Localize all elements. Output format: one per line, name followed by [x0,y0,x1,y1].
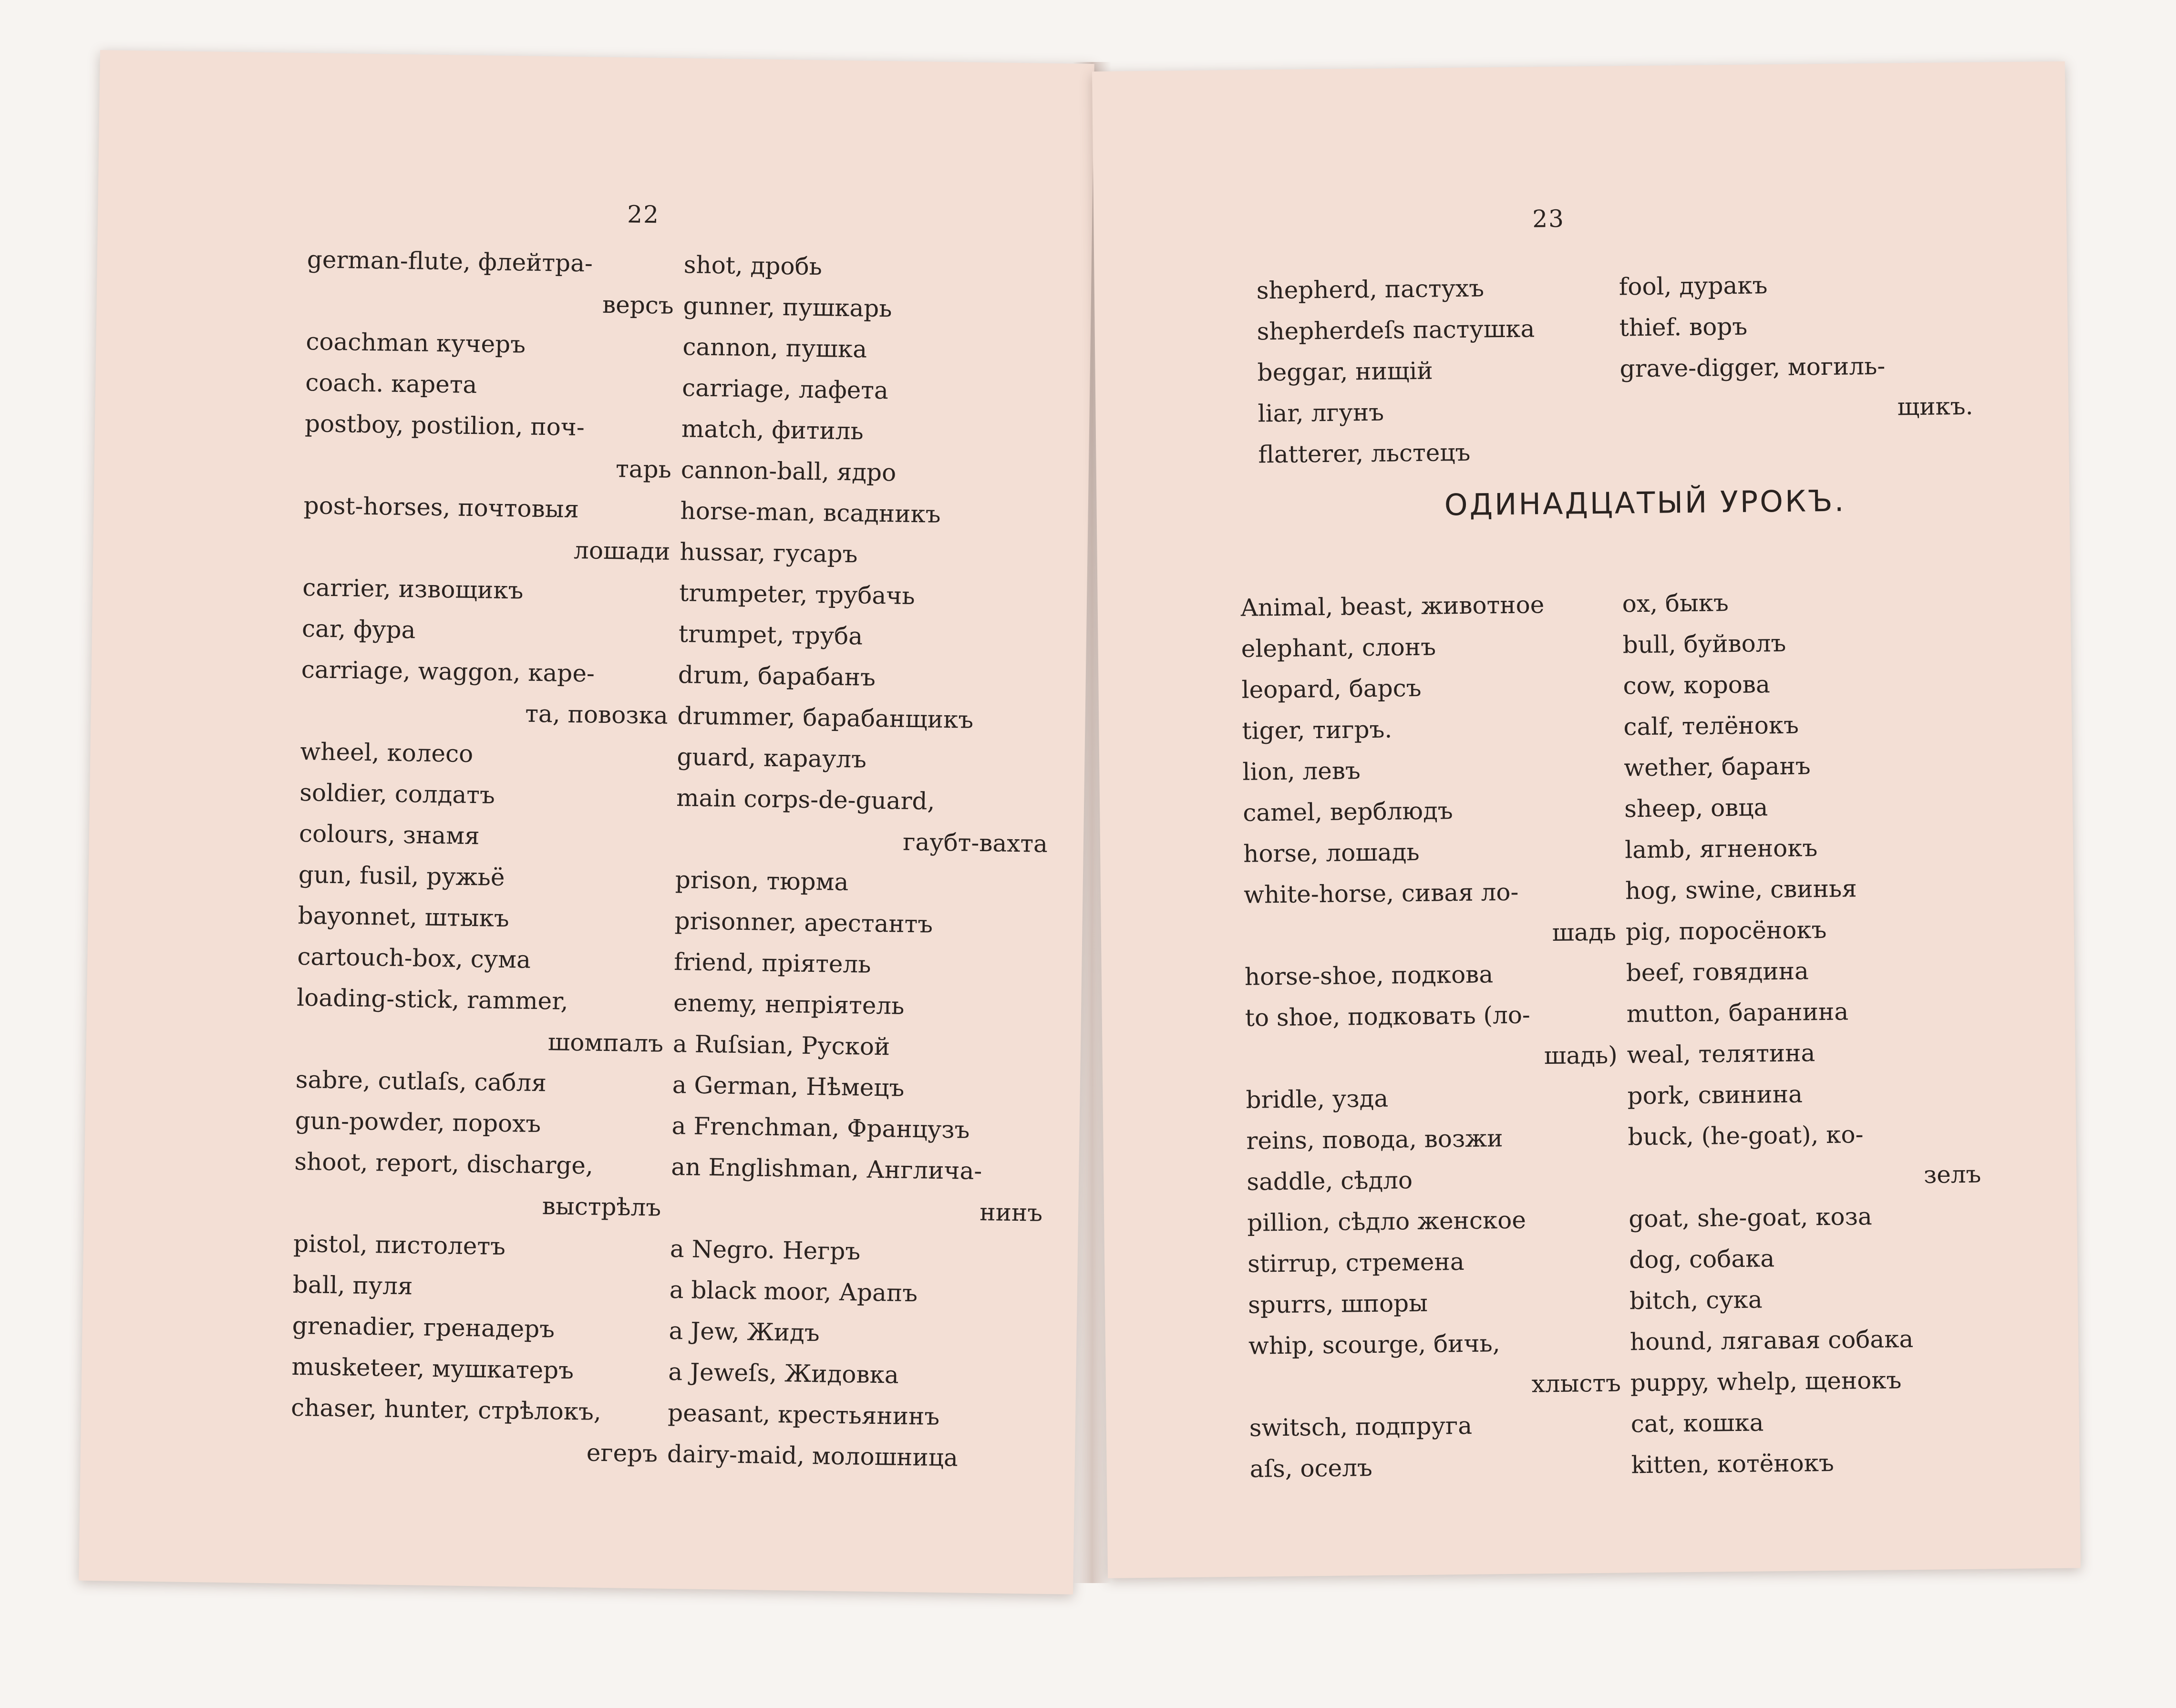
vocabulary-entry [1626,908,1979,953]
vocabulary-entry [1243,789,1615,833]
entry-text: gun, fusil, ружьё [298,860,505,892]
vocabulary-entry [297,936,665,982]
vocabulary-entry [1246,1117,1619,1162]
entry-text: grenadier, гренадеръ [292,1311,555,1343]
entry-text: cartouch-box, сума [297,942,531,974]
entry-text: saddle, сѣдло [1247,1166,1413,1196]
vocabulary-entry [1240,584,1613,628]
vocabulary-entry [295,1059,663,1105]
entry-continuation: лошади [573,536,670,566]
vocabulary-entry [292,1264,660,1310]
entry-text: a Negro. Негръ [670,1235,861,1266]
entry-text: buck, (he-goat), ко- [1628,1121,1864,1151]
entry-text: shot, дробь [683,251,823,281]
vocabulary-entry [1630,1359,1983,1404]
entry-text: prisonner, арестантъ [674,907,933,938]
entry-continuation: шадь) [1544,1041,1618,1070]
entry-continuation: нинъ [979,1198,1043,1227]
entry-text: hound, лягавая собака [1629,1325,1914,1356]
vocabulary-entry [1626,949,1979,994]
vocabulary-entry [1247,1199,1619,1244]
vocabulary-entry [1241,625,1613,669]
vocabulary-entry [298,854,666,900]
lesson-title: ОДИНАДЦАТЫЙ УРОКЪ. [1444,483,1846,523]
vocabulary-entry [678,654,1050,700]
entry-text: carrier, извощикъ [302,574,524,605]
vocabulary-entry [1627,1072,1980,1117]
entry-text: an Englishman, Англича- [671,1152,982,1185]
vocabulary-entry [1258,431,1611,475]
vocabulary-entry [679,572,1052,618]
vocabulary-entry [1248,1322,1621,1408]
entry-text: wheel, колесо [300,738,474,768]
vocabulary-entry [1248,1240,1620,1285]
entry-text: shepherd, пастухъ [1256,274,1485,305]
vocabulary-entry [668,1351,1041,1398]
vocabulary-entry [683,285,1055,331]
vocabulary-entry [672,1023,1045,1070]
entry-text: pork, свинина [1627,1080,1803,1110]
entry-continuation: щикъ. [1897,392,1973,421]
vocabulary-entry [681,449,1053,495]
vocabulary-entry [667,1433,1039,1480]
entry-continuation: версъ [602,290,674,319]
vocabulary-entry [1248,1281,1620,1326]
vocabulary-entry [1619,304,1972,349]
entry-text: whip, scourge, бичь, [1248,1329,1500,1360]
entry-text: bridle, узда [1246,1084,1389,1114]
vocabulary-entry [1242,707,1614,751]
vocabulary-entry [1242,748,1615,792]
entry-text: carriage, waggon, каре- [301,656,595,688]
vocabulary-entry [1257,349,1610,393]
entry-text: mutton, баранина [1626,998,1849,1028]
vocabulary-entry [680,531,1052,577]
entry-text: enemy, непріятель [673,988,905,1020]
entry-text: trumpet, труба [678,620,863,650]
vocabulary-entry [1626,990,1980,1035]
right-page [1092,62,2081,1578]
vocabulary-entry [1247,1158,1619,1203]
vocabulary-entry [303,485,671,572]
vocabulary-entry [305,362,673,408]
entry-text: to shoe, подковать (ло- [1245,1001,1531,1032]
entry-text: a German, Нѣмецъ [672,1070,905,1102]
entry-text: german-flute, флейтра- [307,246,593,278]
vocabulary-entry [294,1141,662,1228]
entry-text: puppy, whelp, щенокъ [1630,1366,1902,1397]
entry-text: bull, буйволъ [1622,629,1786,659]
entry-text: pillion, сѣдло женское [1247,1206,1526,1237]
vocabulary-entry [1630,1318,1983,1363]
entry-text: chaser, hunter, стрѣлокъ, [290,1393,602,1426]
entry-text: kitten, котёнокъ [1631,1449,1835,1479]
vocabulary-entry [682,367,1054,413]
entry-continuation: та, повозка [525,700,669,730]
vocabulary-entry [680,490,1052,536]
entry-text: beef, говядина [1626,957,1809,987]
page-number: 22 [627,200,660,229]
entry-text: spurrs, шпоры [1248,1289,1428,1319]
vocabulary-entry [1244,871,1617,957]
vocabulary-entry [291,1346,659,1392]
vocabulary-column [290,239,674,1474]
entry-text: switsch, подпруга [1249,1411,1473,1442]
entry-text: aſs, оселъ [1249,1454,1373,1483]
vocabulary-entry [682,326,1055,372]
entry-text: postboy, postilion, поч- [304,410,585,442]
vocabulary-entry [1619,345,1973,431]
vocabulary-entry [668,1392,1040,1439]
entry-text: guard, караулъ [677,743,867,773]
entry-text: sabre, cutlaſs, сабля [295,1065,547,1097]
vocabulary-entry [1627,1031,1980,1076]
vocabulary-entry [295,1100,662,1146]
entry-text: a Ruſsian, Руской [672,1029,890,1061]
vocabulary-entry [1258,390,1611,434]
vocabulary-entry [681,408,1053,454]
entry-text: a black moor, Арапъ [669,1276,918,1307]
entry-text: a Jew, Жидъ [669,1317,820,1347]
entry-text: peasant, крестьянинъ [667,1399,940,1430]
vocabulary-entry [1622,621,1976,666]
vocabulary-entry [670,1228,1042,1275]
entry-text: coachman кучеръ [306,328,526,359]
entry-text: white-horse, сивая ло- [1243,878,1519,909]
entry-text: car, фура [301,615,416,644]
vocabulary-column [667,244,1056,1480]
page-number: 23 [1532,205,1565,233]
entry-text: shoot, report, discharge, [294,1147,594,1180]
entry-text: pistol, пистолетъ [293,1229,506,1261]
vocabulary-entry [674,900,1047,947]
entry-text: pig, поросёнокъ [1625,916,1827,946]
entry-continuation: выстрѣлъ [542,1192,661,1222]
entry-text: thief. воръ [1619,312,1748,342]
entry-text: tiger, тигръ. [1242,715,1392,745]
entry-text: beggar, нищій [1257,357,1433,387]
vocabulary-entry [1629,1277,1983,1322]
vocabulary-column [1622,580,1984,1486]
entry-text: gunner, пушкарь [683,292,892,323]
entry-text: ball, пуля [292,1270,413,1300]
entry-text: trumpeter, трубачь [679,579,915,610]
entry-continuation: шомпалъ [547,1028,664,1058]
vocabulary-entry [302,567,670,613]
vocabulary-column [1619,263,1973,431]
entry-text: liar, лгунъ [1258,398,1384,428]
entry-text: weal, телятина [1627,1039,1815,1069]
entry-text: a Jeweſs, Жидовка [668,1358,899,1389]
vocabulary-entry [1619,263,1972,308]
entry-text: ox, быкъ [1622,589,1729,618]
vocabulary-entry [1256,267,1609,311]
entry-continuation: гаубт-вахта [902,828,1048,858]
entry-continuation: хлыстъ [1531,1369,1621,1398]
entry-continuation: егеръ [586,1439,658,1468]
entry-text: grave-digger, могиль- [1619,352,1886,383]
vocabulary-entry [1249,1404,1621,1449]
vocabulary-entry [1246,1076,1618,1121]
vocabulary-entry [1241,666,1614,710]
vocabulary-entry [304,403,672,490]
vocabulary-column [1256,267,1611,475]
vocabulary-entry [293,1223,660,1269]
entry-text: loading-stick, rammer, [296,983,568,1015]
entry-text: prison, тюрма [675,866,849,896]
vocabulary-entry [1622,580,1975,625]
entry-text: soldier, солдатъ [299,778,495,809]
entry-text: colours, знамя [299,819,480,850]
vocabulary-entry [1257,308,1610,352]
entry-text: cow, корова [1623,670,1771,700]
entry-text: goat, she-goat, коза [1628,1203,1872,1233]
entry-text: Animal, beast, животное [1240,591,1545,622]
vocabulary-entry [675,859,1047,905]
entry-text: dog, собака [1629,1245,1775,1274]
entry-text: cat, кошка [1630,1409,1764,1438]
entry-text: carriage, лафета [681,374,889,405]
entry-text: hog, swine, свинья [1625,875,1857,905]
entry-text: lion, левъ [1242,757,1361,786]
entry-text: flatterer, льстецъ [1258,438,1471,469]
vocabulary-entry [1623,662,1976,707]
entry-text: sheep, овца [1624,793,1768,823]
vocabulary-entry [677,695,1050,741]
vocabulary-entry [296,977,664,1064]
left-page [79,50,1094,1595]
vocabulary-entry [298,895,665,941]
entry-text: bitch, сука [1629,1286,1763,1315]
vocabulary-entry [300,649,669,736]
vocabulary-entry [669,1269,1042,1316]
vocabulary-entry [671,1105,1044,1152]
vocabulary-entry [678,613,1051,659]
entry-text: bayonnet, штыкъ [298,901,510,933]
entry-text: dairy-maid, молошница [667,1440,959,1472]
vocabulary-entry [669,1310,1041,1357]
vocabulary-entry [300,731,668,777]
vocabulary-entry [1624,785,1978,830]
entry-text: cannon-ball, ядро [681,456,897,487]
vocabulary-entry [1249,1445,1622,1490]
entry-text: stirrup, стремена [1247,1247,1464,1278]
vocabulary-entry [1630,1400,1984,1445]
entry-text: main corps-de-guard, [676,784,935,815]
vocabulary-entry [1629,1236,1982,1281]
vocabulary-entry [292,1305,660,1351]
entry-text: horse-man, всадникъ [680,497,941,528]
vocabulary-entry [674,941,1046,988]
vocabulary-entry [670,1146,1043,1234]
entry-text: fool, дуракъ [1619,271,1768,301]
entry-text: horse, лошадь [1243,838,1420,868]
entry-text: cannon, пушка [682,333,867,363]
vocabulary-entry [683,244,1056,290]
entry-text: drummer, барабанщикъ [677,702,974,734]
entry-text: camel, верблюдъ [1242,797,1453,827]
entry-continuation: шадь [1552,918,1617,947]
entry-text: drum, барабанъ [678,661,876,691]
vocabulary-entry [1625,826,1978,871]
vocabulary-entry [290,1387,658,1474]
vocabulary-entry [673,982,1046,1029]
entry-text: musketeer, мушкатеръ [291,1352,574,1385]
entry-text: calf, телёнокъ [1623,711,1799,741]
vocabulary-entry [1245,994,1618,1080]
entry-text: gun-powder, порохъ [295,1106,541,1138]
vocabulary-entry [675,777,1048,864]
entry-text: hussar, гусаръ [680,538,858,568]
vocabulary-entry [299,813,667,859]
vocabulary-entry [1243,830,1616,875]
vocabulary-entry [677,736,1049,782]
vocabulary-entry [1631,1441,1984,1486]
entry-text: coach. карета [305,369,477,399]
entry-continuation: зелъ [1923,1160,1981,1189]
entry-text: match, фитиль [681,415,864,445]
vocabulary-entry [299,772,667,818]
entry-text: elephant, слонъ [1241,633,1436,663]
vocabulary-entry [1624,744,1977,789]
vocabulary-entry [1625,867,1979,912]
entry-continuation: тарь [615,455,672,484]
vocabulary-entry [1244,953,1617,998]
entry-text: horse-shoe, подкова [1244,960,1494,991]
entry-text: friend, пріятель [674,947,871,978]
vocabulary-column [1240,584,1622,1490]
vocabulary-entry [1628,1113,1981,1199]
vocabulary-entry [306,239,674,326]
entry-text: post-horses, почтовыя [303,492,579,524]
vocabulary-entry [302,608,670,654]
vocabulary-entry [306,321,673,367]
entry-text: leopard, барсъ [1241,674,1422,704]
entry-text: wether, баранъ [1624,752,1811,782]
entry-text: a Frenchman, Французъ [671,1111,970,1144]
entry-text: lamb, ягненокъ [1624,834,1818,864]
vocabulary-entry [1623,703,1977,748]
vocabulary-entry [1629,1195,1982,1240]
vocabulary-entry [672,1064,1044,1111]
entry-text: shepherdeſs пастушка [1257,315,1535,346]
entry-text: reins, повода, возжи [1246,1124,1503,1155]
